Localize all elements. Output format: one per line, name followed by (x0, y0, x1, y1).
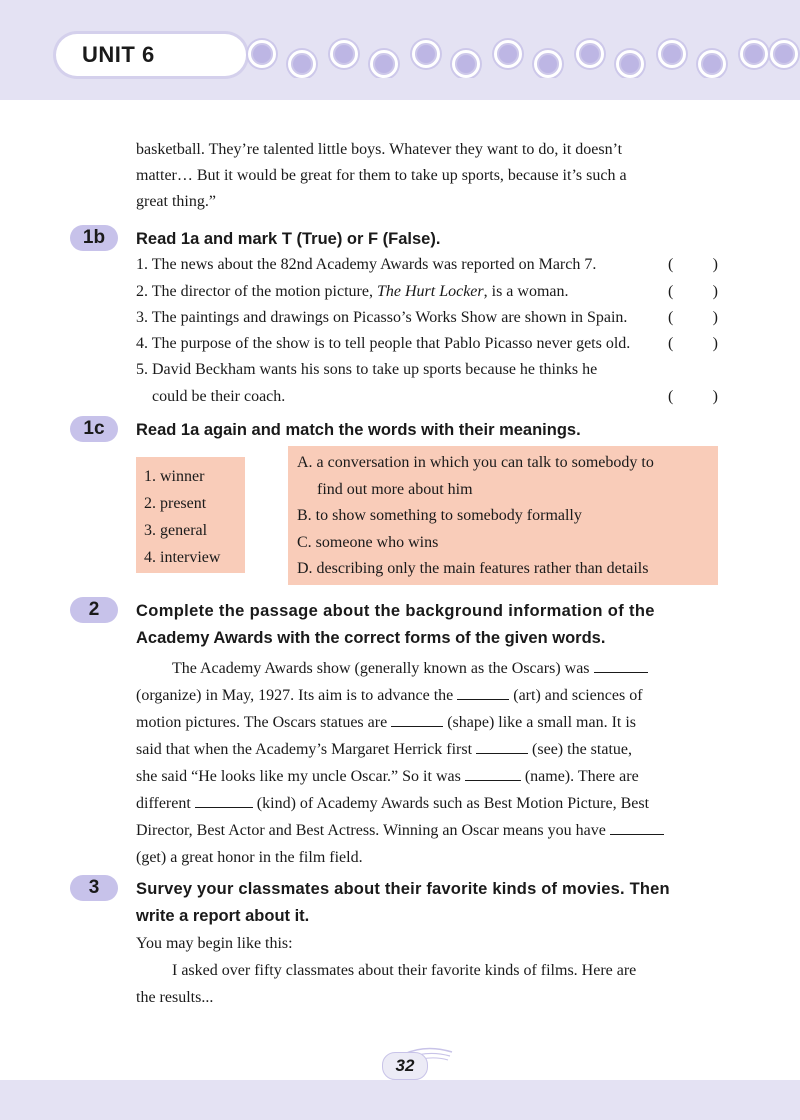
passage-line (136, 818, 718, 845)
circle-icon (452, 50, 480, 78)
answer-paren-1[interactable] (668, 252, 718, 278)
passage-text: (name). There are (520, 768, 639, 785)
section-3-line: I asked over fifty classmates about their favorite kinds of films. Here are (172, 962, 637, 979)
paren-open: ( (668, 309, 674, 326)
passage-text: Director, Best Actor and Best Actress. Winning an Oscar means you have (136, 822, 610, 839)
heading-3-line: write a report about it. (136, 907, 310, 925)
circle-icon (534, 50, 562, 78)
passage-text: (organize) in May, 1927. Its aim is to advance the (136, 687, 458, 704)
passage-line (136, 737, 718, 764)
question-3: 3. The paintings and drawings on Picasso’s Works Show are shown in Spain. (136, 309, 628, 326)
answer-paren-5[interactable] (668, 384, 718, 410)
circle-icon (330, 40, 358, 68)
intro-line: basketball. They’re talented little boys. Whatever they want to do, it doesn’t (136, 141, 623, 158)
passage-line (136, 764, 718, 791)
question-5: 5. David Beckham wants his sons to take up sports because he thinks he (136, 361, 598, 378)
passage-text: (get) a great honor in the film field. (136, 849, 363, 866)
passage-text: said that when the Academy’s Margaret Herrick first (136, 741, 477, 758)
circle-icon (770, 40, 798, 68)
unit-title: UNIT 6 (82, 42, 155, 67)
badge-1c: 1c (70, 416, 118, 442)
meanings-box (288, 446, 718, 585)
circle-icon (616, 50, 644, 78)
meaning-item: A. a conversation in which you can talk to somebody to (297, 454, 654, 471)
passage-text: The Academy Awards show (generally known as the Oscars) was (172, 660, 594, 677)
passage-line (136, 845, 718, 872)
paren-close: ) (712, 335, 718, 352)
heading-3-line: Survey your classmates about their favorite kinds of movies. Then (136, 880, 670, 898)
circle-icon (288, 50, 316, 78)
meaning-item: D. describing only the main features rather than details (297, 560, 649, 577)
paren-close: ) (712, 283, 718, 300)
paren-open: ( (668, 283, 674, 300)
blank-kind[interactable] (195, 791, 253, 808)
circle-icon (576, 40, 604, 68)
meaning-item: C. someone who wins (297, 533, 439, 551)
blank-organize[interactable] (594, 656, 648, 673)
passage-line (136, 683, 718, 710)
question-4: 4. The purpose of the show is to tell people that Pablo Picasso never gets old. (136, 335, 631, 352)
passage-text: (see) the statue, (528, 741, 632, 758)
answer-paren-2[interactable] (668, 279, 718, 305)
blank-art[interactable] (457, 683, 509, 700)
word-item: 1. winner (144, 468, 205, 485)
question-2 (136, 279, 656, 305)
passage-text: (kind) of Academy Awards such as Best Motion Picture, Best (252, 795, 650, 812)
question-2-post: , is a woman. (483, 283, 569, 300)
paren-open: ( (668, 335, 674, 352)
word-item: 3. general (144, 522, 208, 539)
circle-icon (248, 40, 276, 68)
question-5-cont: could be their coach. (152, 388, 286, 405)
heading-1b: Read 1a and mark T (True) or F (False). (136, 230, 441, 248)
passage-text: (art) and sciences of (509, 687, 643, 704)
heading-2-line: Complete the passage about the background information of the (136, 602, 655, 620)
question-1: 1. The news about the 82nd Academy Awards was reported on March 7. (136, 256, 597, 273)
meaning-item-cont: find out more about him (317, 480, 473, 498)
word-item: 2. present (144, 495, 207, 512)
blank-shape[interactable] (391, 710, 443, 727)
paren-close: ) (712, 256, 718, 273)
section-3-line: You may begin like this: (136, 935, 293, 952)
blank-get[interactable] (610, 818, 664, 835)
circle-icon (494, 40, 522, 68)
question-2-pre: 2. The director of the motion picture, (136, 283, 377, 300)
paren-open: ( (668, 256, 674, 273)
page-number-wrap (364, 1046, 454, 1086)
answer-paren-3[interactable] (668, 305, 718, 331)
heading-2-line: Academy Awards with the correct forms of the given words. (136, 629, 606, 647)
footer-band (0, 1080, 800, 1120)
circle-icon (698, 50, 726, 78)
badge-1b: 1b (70, 225, 118, 251)
circle-icon (740, 40, 768, 68)
paren-open: ( (668, 388, 674, 405)
decorative-circles (242, 38, 800, 78)
page-number: 32 (382, 1052, 428, 1080)
paren-close: ) (712, 388, 718, 405)
passage-text: motion pictures. The Oscars statues are (136, 714, 392, 731)
passage-line (136, 656, 718, 683)
circle-icon (412, 40, 440, 68)
blank-see[interactable] (476, 737, 528, 754)
meaning-item: B. to show something to somebody formally (297, 507, 582, 524)
intro-line: matter… But it would be great for them to take up sports, because it’s such a (136, 167, 627, 184)
badge-2: 2 (70, 597, 118, 623)
passage-text: (shape) like a small man. It is (443, 714, 637, 731)
passage-line (136, 791, 718, 818)
paren-close: ) (712, 309, 718, 326)
heading-1c: Read 1a again and match the words with their meanings. (136, 421, 581, 439)
passage-text: different (136, 795, 195, 812)
intro-line: great thing.” (136, 193, 216, 210)
badge-3: 3 (70, 875, 118, 901)
circle-icon (658, 40, 686, 68)
blank-name[interactable] (465, 764, 521, 781)
words-box (136, 457, 245, 573)
answer-paren-4[interactable] (668, 331, 718, 357)
passage-text: she said “He looks like my uncle Oscar.” So it was (136, 768, 465, 785)
word-item: 4. interview (144, 549, 221, 566)
film-title: The Hurt Locker (376, 283, 484, 300)
circle-icon (370, 50, 398, 78)
section-3-line: the results... (136, 989, 214, 1006)
passage-line (136, 710, 718, 737)
